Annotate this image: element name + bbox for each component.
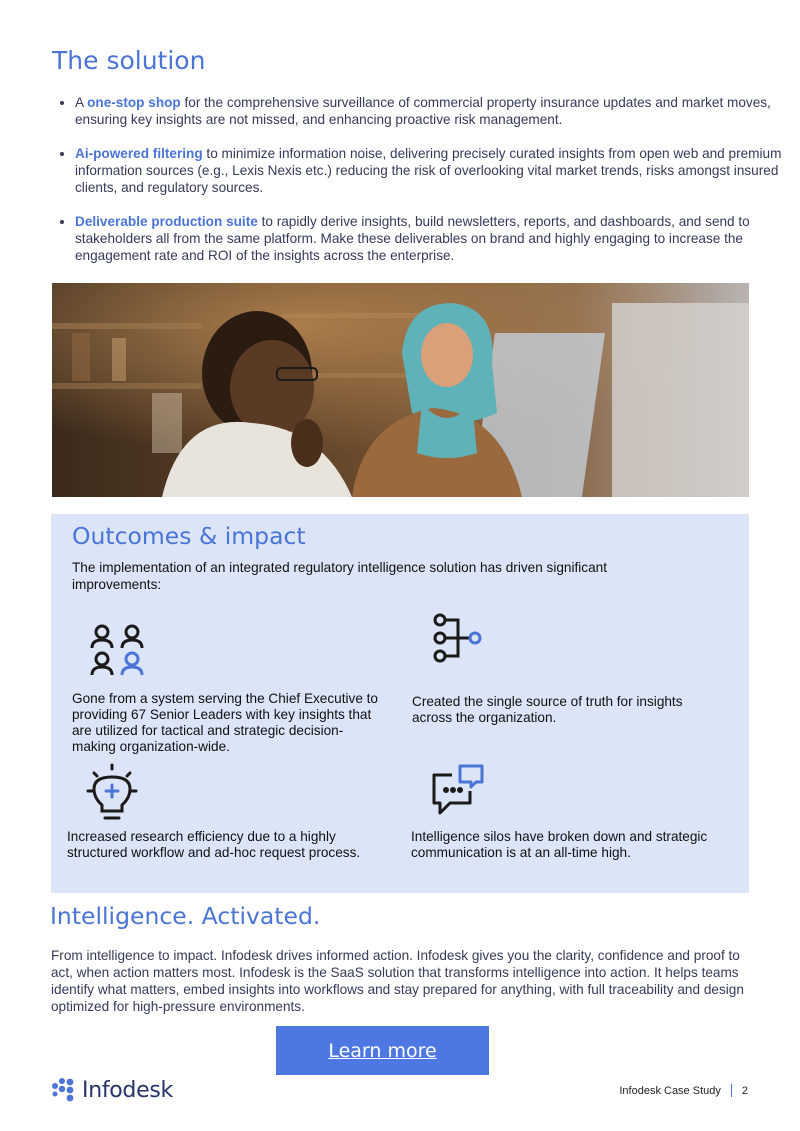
solution-bullet-list: [56, 94, 787, 281]
learn-more-button[interactable]: Learn more: [276, 1026, 489, 1075]
outcome-text: Intelligence silos have broken down and strategic communication is at an all-time high.: [411, 829, 708, 860]
outcomes-heading: Outcomes & impact: [72, 522, 306, 550]
footer-divider: [731, 1084, 732, 1097]
solution-bullet: [75, 94, 787, 128]
intelligence-heading: Intelligence. Activated.: [50, 902, 321, 930]
bullet-highlight: Ai-powered filtering: [75, 146, 203, 161]
bullet-text: for the comprehensive surveillance of commercial property insurance updates and market moves, ensuring key insights are not missed, and enhancing proactive risk management.: [75, 95, 771, 127]
intelligence-paragraph: From intelligence to impact. Infodesk drives informed action. Infodesk gives you the clarity, confidence and proof to act, when action matters most. Infodesk is the SaaS solution that transforms intelligence into action. It helps teams identify what matters, embed insights into workflows and stay prepared for anything, with full traceability and design optimized for high-pressure environments.: [51, 948, 744, 1014]
footer-doc-label: Infodesk Case Study: [619, 1084, 721, 1097]
outcome-text: Gone from a system serving the Chief Executive to providing 67 Senior Leaders with key insights that are utilized for tactical and strategic decision-making organization-wide.: [72, 691, 378, 754]
infodesk-logo-icon: [51, 1077, 77, 1103]
solution-heading: The solution: [52, 46, 206, 75]
bullet-text: to rapidly derive insights, build newsletters, reports, and dashboards, and send to stakeholders all from the same platform. Make these deliverables on brand and highly engaging to increase the engagement rate and ROI of the insights across the enterprise.: [75, 214, 750, 263]
solution-bullet: [75, 213, 787, 264]
page-footer: [619, 1084, 748, 1097]
solution-bullet: [75, 145, 787, 196]
outcome-text: Created the single source of truth for insights across the organization.: [412, 694, 683, 725]
page-number: 2: [741, 1084, 748, 1097]
chat-bubbles-icon: [430, 763, 486, 819]
infodesk-logo: [51, 1077, 173, 1103]
outcome-text: Increased research efficiency due to a highly structured workflow and ad-hoc request process.: [67, 829, 361, 860]
bullet-highlight: Deliverable production suite: [75, 214, 258, 229]
outcomes-intro: The implementation of an integrated regulatory intelligence solution has driven significant improvements:: [72, 560, 608, 592]
bullet-text: to minimize information noise, delivering precisely curated insights from open web and premium information sources (e.g., Lexis Nexis etc.) reducing the risk of overlooking vital market trends, risks amongst insured clients, and regulatory sources.: [75, 146, 782, 195]
bullet-highlight: one-stop shop: [87, 95, 181, 110]
flow-network-icon: [430, 612, 486, 666]
logo-wordmark: Infodesk: [82, 1077, 173, 1103]
lightbulb-icon: [86, 763, 138, 823]
people-group-icon: [88, 620, 148, 680]
bullet-prefix: A: [75, 95, 88, 110]
office-photo: [52, 283, 749, 497]
